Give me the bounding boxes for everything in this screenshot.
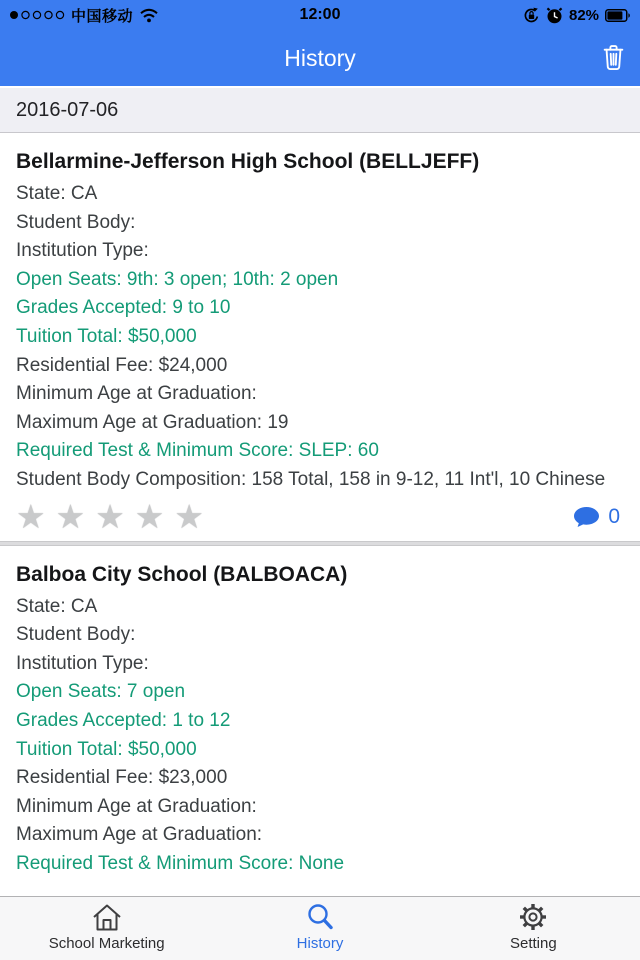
home-icon — [91, 902, 123, 932]
battery-percent-label: 82% — [568, 6, 600, 24]
school-card-balboa[interactable] — [0, 546, 640, 883]
school-detail-line: Grades Accepted: 9 to 10 — [16, 297, 231, 319]
delete-history-button[interactable] — [601, 44, 626, 71]
tab-label: History — [296, 935, 344, 952]
status-time: 12:00 — [299, 6, 341, 23]
comment-bubble-icon — [573, 506, 600, 528]
date-label: 2016-07-06 — [16, 98, 119, 121]
tab-label: Setting — [509, 935, 557, 952]
star-icon: ★ — [174, 498, 214, 536]
school-detail-line: Open Seats: 9th: 3 open; 10th: 2 open — [16, 268, 339, 290]
school-detail-line: Required Test & Minimum Score: None — [16, 852, 345, 874]
school-detail-line: Required Test & Minimum Score: SLEP: 60 — [16, 440, 379, 462]
tab-label: School Marketing — [48, 935, 165, 952]
star-icon: ★ — [95, 498, 135, 536]
page-title: History — [284, 44, 356, 71]
school-detail-line: Minimum Age at Graduation: — [16, 795, 257, 817]
school-detail-line: Institution Type: — [16, 240, 149, 262]
status-bar — [0, 0, 640, 30]
carrier-label: 中国移动 — [71, 7, 134, 25]
gear-icon — [518, 902, 548, 932]
wifi-icon — [139, 8, 159, 23]
school-card-bellarmine[interactable] — [0, 133, 640, 541]
school-detail-line: Student Body: — [16, 624, 136, 646]
school-detail-line: Maximum Age at Graduation: — [16, 824, 263, 846]
comment-count: 0 — [608, 504, 620, 528]
school-detail-line: Open Seats: 7 open — [16, 681, 186, 703]
tab-school-marketing[interactable] — [0, 897, 213, 960]
school-name: Balboa City School (BALBOACA) — [16, 562, 348, 586]
school-detail-line: Institution Type: — [16, 652, 149, 674]
school-detail-line: Maximum Age at Graduation: 19 — [16, 411, 289, 433]
alarm-clock-icon — [546, 7, 563, 24]
search-icon — [305, 902, 335, 932]
star-icon: ★ — [16, 498, 56, 536]
orientation-lock-icon — [523, 7, 540, 24]
rating-stars[interactable] — [16, 498, 214, 536]
school-detail-line: Grades Accepted: 1 to 12 — [16, 709, 231, 731]
tab-setting[interactable] — [427, 897, 640, 960]
history-list — [0, 86, 640, 896]
signal-strength-icon — [9, 10, 65, 20]
school-detail-line: State: CA — [16, 183, 98, 204]
school-name: Bellarmine-Jefferson High School (BELLJEFF) — [16, 150, 480, 173]
nav-bar — [0, 30, 640, 86]
school-detail-line: Tuition Total: $50,000 — [16, 738, 197, 760]
school-detail-line: State: CA — [16, 595, 98, 617]
trash-icon — [601, 44, 626, 71]
tab-history[interactable] — [213, 897, 426, 960]
date-section-header — [0, 88, 640, 133]
comments-button[interactable] — [573, 505, 624, 529]
school-detail-line: Minimum Age at Graduation: — [16, 383, 257, 405]
school-detail-line: Student Body: — [16, 211, 136, 233]
school-detail-line: Student Body Composition: 158 Total, 158 in 9-12, 11 Int'l, 10 Chinese — [16, 468, 606, 490]
school-detail-line: Residential Fee: $23,000 — [16, 767, 228, 789]
school-detail-line: Tuition Total: $50,000 — [16, 325, 197, 347]
battery-icon — [605, 9, 631, 22]
school-detail-line: Residential Fee: $24,000 — [16, 354, 228, 376]
tab-bar — [0, 896, 640, 960]
star-icon: ★ — [134, 498, 175, 536]
star-icon: ★ — [55, 498, 96, 536]
